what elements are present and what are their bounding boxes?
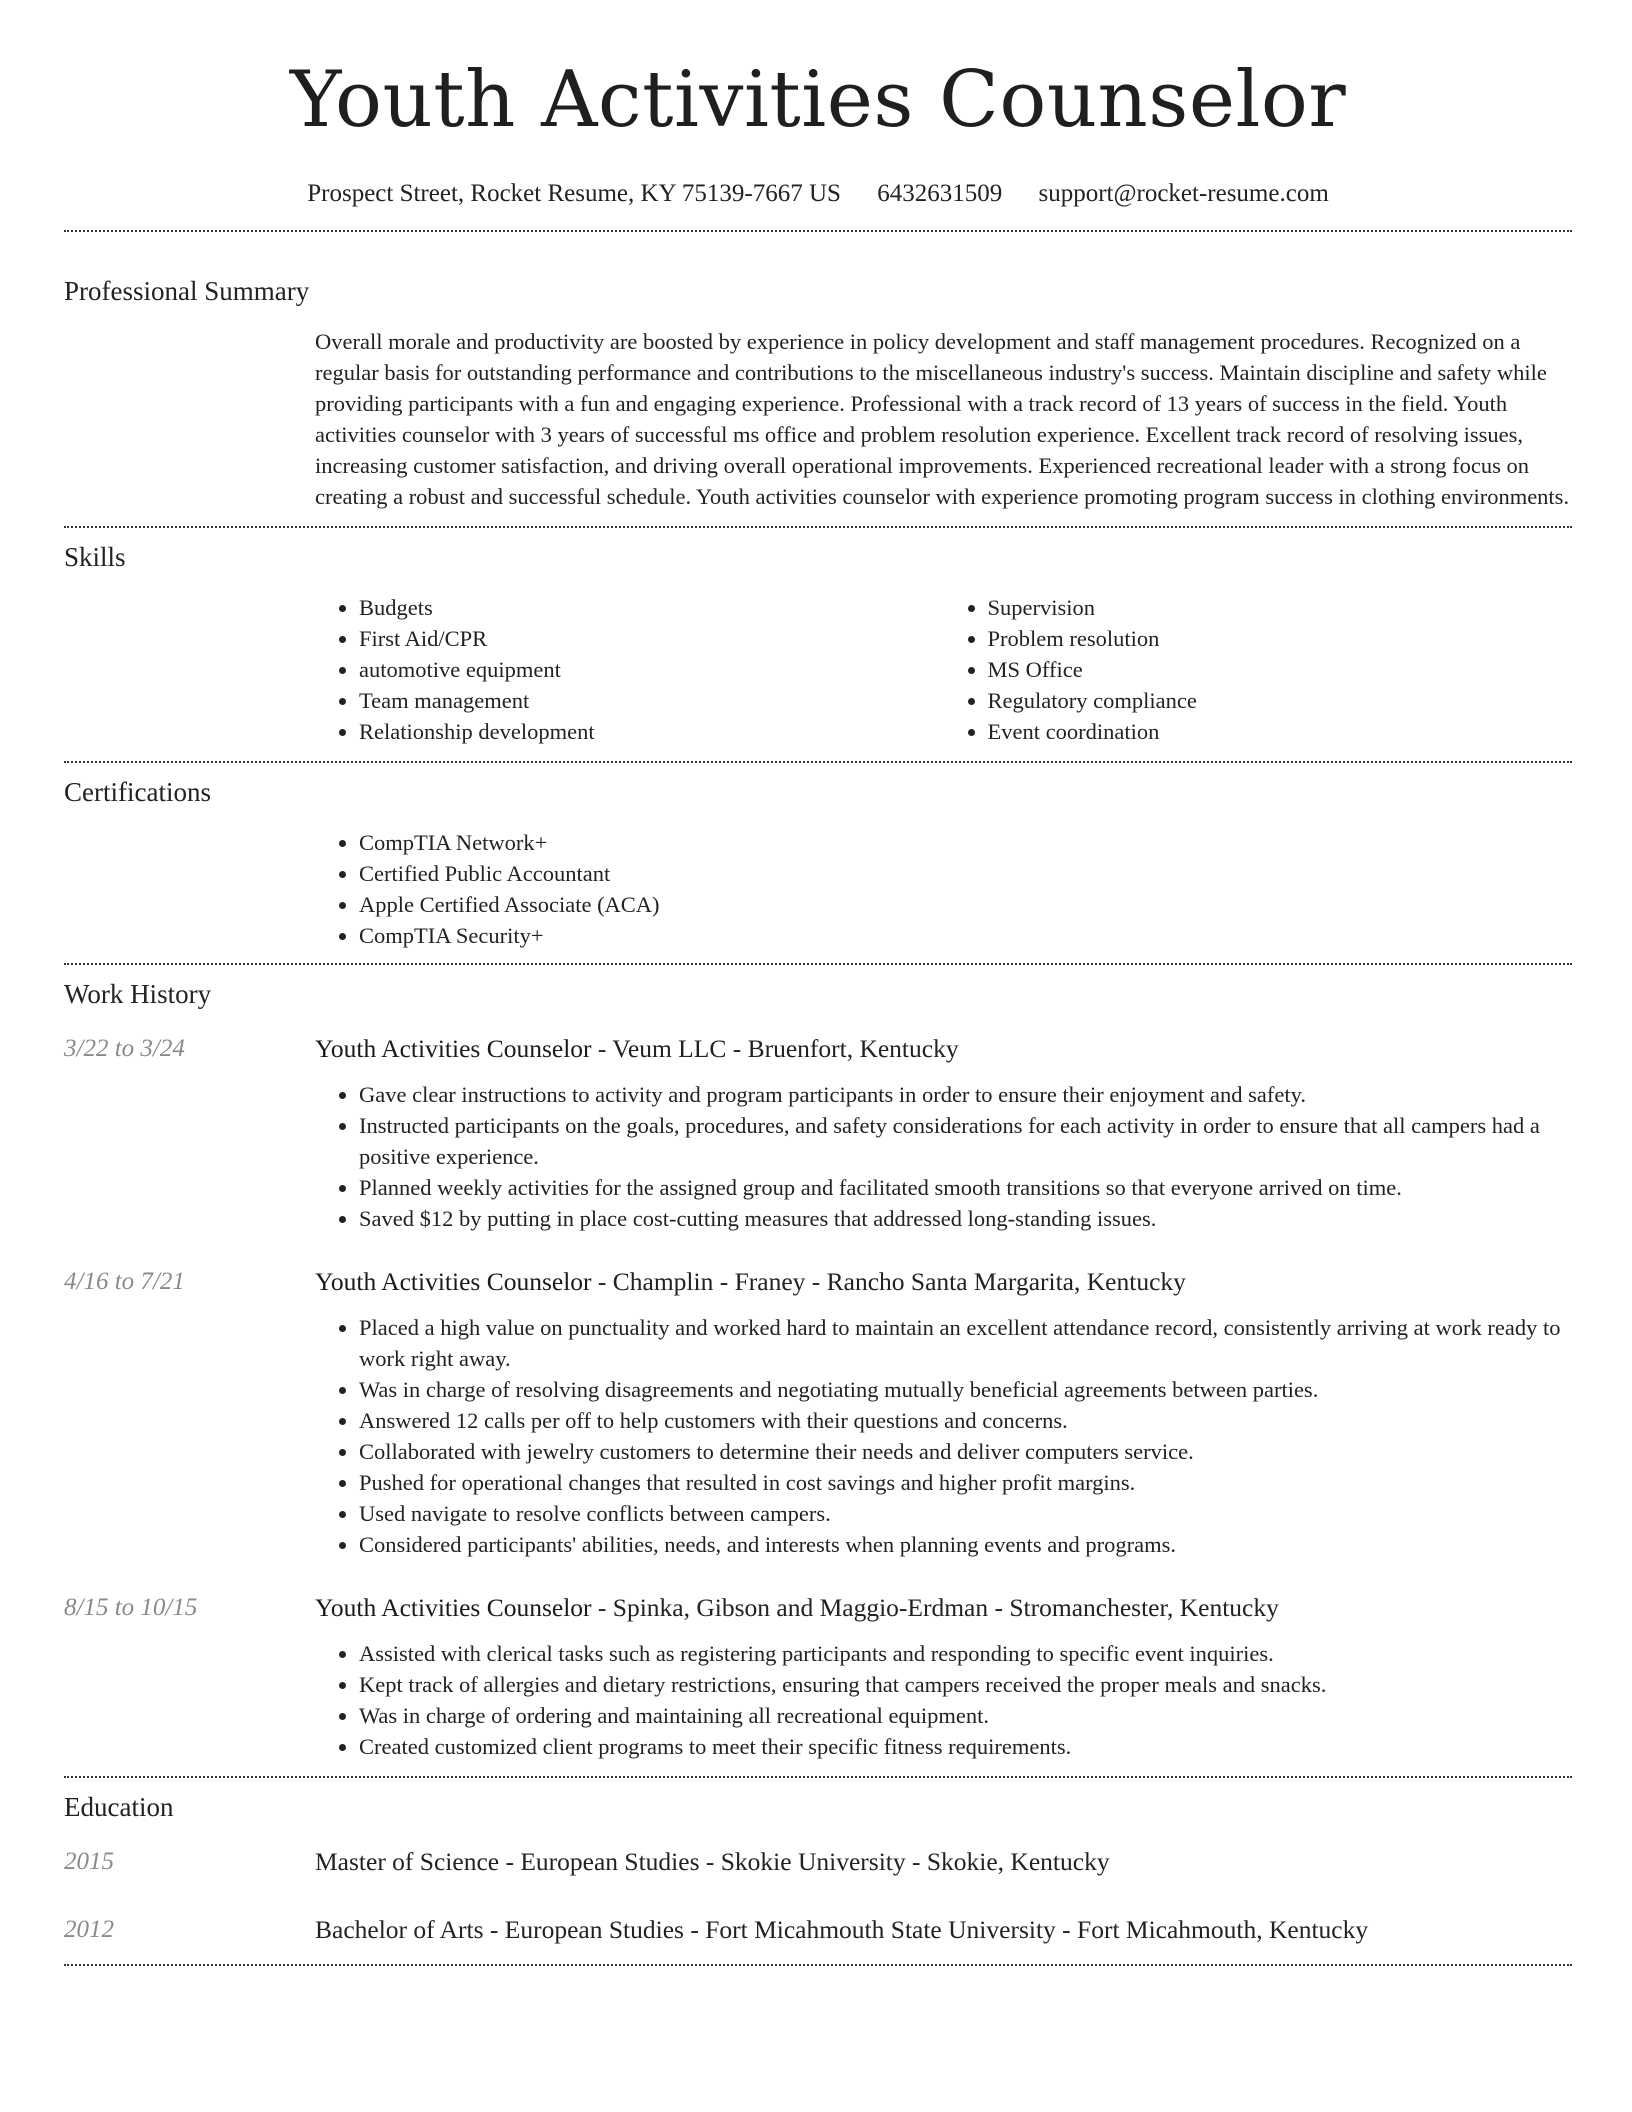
- job-body: [315, 1266, 1572, 1560]
- job-entry: [64, 1266, 1572, 1560]
- skills-grid: [315, 592, 1572, 747]
- summary-content: [315, 326, 1572, 512]
- summary-text: Overall morale and productivity are boosted by experience in policy development and staff management procedures. Recognized on a regular basis for outstanding performance and contributions to the miscellaneous industry's success. Maintain discipline and safety while providing participants with a fun and engaging experience. Professional with a track record of 13 years of success in the field. Youth activities counselor with 3 years of successful ms office and problem resolution experience. Excellent track record of resolving issues, increasing customer satisfaction, and driving overall operational improvements. Experienced recreational leader with a strong focus on creating a robust and successful schedule. Youth activities counselor with experience promoting program success in clothing environments.: [315, 329, 1570, 509]
- skills-heading: Skills: [64, 542, 126, 572]
- job-bullet: • Collaborated with jewelry customers to determine their needs and deliver computers service.: [359, 1436, 1572, 1467]
- certification-item: • CompTIA Network+: [359, 827, 1572, 858]
- divider: [64, 230, 1572, 232]
- certifications-list: [315, 827, 1572, 951]
- summary-heading: Professional Summary: [64, 276, 310, 306]
- certification-item: • Apple Certified Associate (ACA): [359, 889, 1572, 920]
- job-bullet: • Planned weekly activities for the assigned group and facilitated smooth transitions so that everyone arrived on time.: [359, 1172, 1572, 1203]
- job-entry: [64, 1033, 1572, 1234]
- work-section: [64, 977, 1572, 1762]
- job-heading: [315, 1033, 1572, 1065]
- divider: [64, 526, 1572, 528]
- candidate-name: Youth Activities Counselor: [289, 55, 1347, 145]
- certifications-content: [315, 827, 1572, 951]
- divider: [64, 963, 1572, 965]
- education-section: [64, 1790, 1572, 1946]
- certification-item: • CompTIA Security+: [359, 920, 1572, 951]
- job-details: - Veum LLC - Bruenfort, Kentucky: [591, 1034, 959, 1063]
- job-dates: 3/22 to 3/24: [64, 1035, 185, 1062]
- job-title: Youth Activities Counselor: [315, 1593, 592, 1622]
- job-bullet: • Was in charge of ordering and maintaining all recreational equipment.: [359, 1700, 1572, 1731]
- contact-phone: 6432631509: [877, 180, 1003, 207]
- job-bullet: • Saved $12 by putting in place cost-cutting measures that addressed long-standing issues.: [359, 1203, 1572, 1234]
- job-entry: [64, 1592, 1572, 1762]
- divider: [64, 761, 1572, 763]
- skill-item: • Team management: [359, 685, 944, 716]
- skills-list-right: [944, 592, 1573, 747]
- job-title: Youth Activities Counselor: [315, 1034, 592, 1063]
- education-degree: Bachelor of Arts - European Studies - Fort Micahmouth State University - Fort Micahmouth, Kentucky: [315, 1915, 1369, 1944]
- job-bullets: [315, 1638, 1572, 1762]
- job-bullet: • Kept track of allergies and dietary restrictions, ensuring that campers received the proper meals and snacks.: [359, 1669, 1572, 1700]
- job-bullet: • Gave clear instructions to activity and program participants in order to ensure their enjoyment and safety.: [359, 1079, 1572, 1110]
- education-year: 2012: [64, 1916, 114, 1943]
- contact-address: Prospect Street, Rocket Resume, KY 75139-7667 US: [307, 180, 841, 207]
- job-bullets: [315, 1079, 1572, 1234]
- job-heading: [315, 1266, 1572, 1298]
- job-dates: 4/16 to 7/21: [64, 1268, 185, 1295]
- job-heading: [315, 1592, 1572, 1624]
- job-bullet: • Assisted with clerical tasks such as registering participants and responding to specific event inquiries.: [359, 1638, 1572, 1669]
- skill-item: • Budgets: [359, 592, 944, 623]
- skill-item: • Problem resolution: [988, 623, 1573, 654]
- contact-line: [64, 178, 1572, 210]
- skill-item: • MS Office: [988, 654, 1573, 685]
- job-bullet: • Answered 12 calls per off to help customers with their questions and concerns.: [359, 1405, 1572, 1436]
- job-title: Youth Activities Counselor: [315, 1267, 592, 1296]
- skill-item: • Supervision: [988, 592, 1573, 623]
- education-entry: [64, 1914, 1572, 1946]
- job-bullets: [315, 1312, 1572, 1560]
- education-year: 2015: [64, 1848, 114, 1875]
- job-details: - Champlin - Franey - Rancho Santa Margarita, Kentucky: [591, 1267, 1186, 1296]
- skills-section: [64, 540, 1572, 747]
- contact-email: support@rocket-resume.com: [1038, 180, 1329, 207]
- skill-item: • automotive equipment: [359, 654, 944, 685]
- skills-list-left: [315, 592, 944, 747]
- skill-item: • Event coordination: [988, 716, 1573, 747]
- certifications-section: [64, 775, 1572, 951]
- job-bullet: • Pushed for operational changes that resulted in cost savings and higher profit margins.: [359, 1467, 1572, 1498]
- job-details: - Spinka, Gibson and Maggio-Erdman - Stromanchester, Kentucky: [591, 1593, 1279, 1622]
- skill-item: • First Aid/CPR: [359, 623, 944, 654]
- resume-page: [64, 0, 1572, 1966]
- job-bullet: • Used navigate to resolve conflicts between campers.: [359, 1498, 1572, 1529]
- certifications-heading: Certifications: [64, 777, 211, 807]
- education-degree: Master of Science - European Studies - Skokie University - Skokie, Kentucky: [315, 1847, 1110, 1876]
- job-dates: 8/15 to 10/15: [64, 1594, 198, 1621]
- certification-item: • Certified Public Accountant: [359, 858, 1572, 889]
- work-heading: Work History: [64, 979, 212, 1009]
- education-entry: [64, 1846, 1572, 1878]
- divider: [64, 1964, 1572, 1966]
- job-bullet: • Created customized client programs to meet their specific fitness requirements.: [359, 1731, 1572, 1762]
- divider: [64, 1776, 1572, 1778]
- job-body: [315, 1033, 1572, 1234]
- job-body: [315, 1592, 1572, 1762]
- job-bullet: • Was in charge of resolving disagreements and negotiating mutually beneficial agreements between parties.: [359, 1374, 1572, 1405]
- job-bullet: • Placed a high value on punctuality and worked hard to maintain an excellent attendance record, consistently arriving at work ready to work right away.: [359, 1312, 1572, 1374]
- education-heading: Education: [64, 1792, 174, 1822]
- job-bullet: • Considered participants' abilities, needs, and interests when planning events and programs.: [359, 1529, 1572, 1560]
- skill-item: • Regulatory compliance: [988, 685, 1573, 716]
- job-bullet: • Instructed participants on the goals, procedures, and safety considerations for each activity in order to ensure that all campers had a positive experience.: [359, 1110, 1572, 1172]
- summary-section: [64, 274, 1572, 512]
- skill-item: • Relationship development: [359, 716, 944, 747]
